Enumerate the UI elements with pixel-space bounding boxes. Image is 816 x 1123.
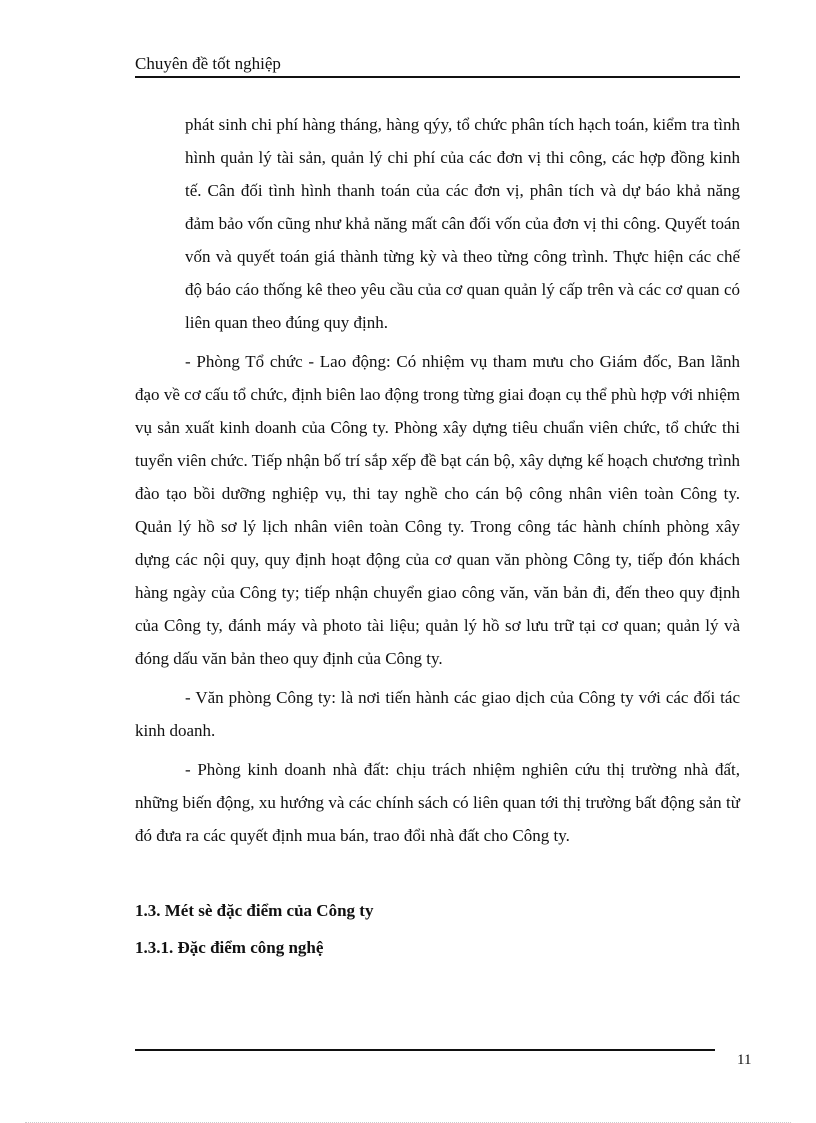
subsection-heading: 1.3.1. Đặc điểm công nghệ: [135, 938, 324, 957]
paragraph-real-estate-department: - Phòng kinh doanh nhà đất: chịu trách nhiệm nghiên cứu thị trường nhà đất, những biến động, xu hướng và các chính sách có liên quan tới thị trường bất động sản từ đó đưa ra các quyết định mua bán, trao đổi nhà đất cho Công ty.: [135, 760, 740, 845]
body-text: [135, 108, 740, 858]
footer-rule: [135, 1049, 715, 1051]
page-number: 11: [737, 1052, 752, 1068]
paragraph-continuation: phát sinh chi phí hàng tháng, hàng qýy, tổ chức phân tích hạch toán, kiểm tra tình hình quản lý tài sản, quản lý chi phí của các đơn vị thi công, các hợp đồng kinh tế. Cân đối tình hình thanh toán của các đơn vị, phân tích và dự báo khả năng đảm bảo vốn cũng như khả năng mất cân đối vốn của đơn vị thi công. Quyết toán vốn và quyết toán giá thành từng kỳ và theo từng công trình. Thực hiện các chế độ báo cáo thống kê theo yêu cầu của cơ quan quản lý cấp trên và các cơ quan có liên quan theo đúng quy định.: [185, 115, 740, 332]
header-rule: [135, 76, 740, 78]
running-header-title: Chuyên đề tốt nghiệp: [135, 54, 281, 73]
section-heading: 1.3. Mét sè đặc điểm của Công ty: [135, 901, 374, 920]
paragraph-hr-department: - Phòng Tổ chức - Lao động: Có nhiệm vụ tham mưu cho Giám đốc, Ban lãnh đạo về cơ cấu tổ chức, định biên lao động trong từng giai đoạn cụ thể phù hợp với nhiệm vụ sản xuất kinh doanh của Công ty. Phòng xây dựng tiêu chuẩn viên chức, tổ chức thi tuyển viên chức. Tiếp nhận bố trí sắp xếp đề bạt cán bộ, xây dựng kế hoạch chương trình đào tạo bồi dưỡng nghiệp vụ, thi tay nghề cho cán bộ công nhân viên toàn Công ty. Quản lý hồ sơ lý lịch nhân viên toàn Công ty. Trong công tác hành chính phòng xây dựng các nội quy, quy định hoạt động của cơ quan văn phòng Công ty, tiếp đón khách hàng ngày của Công ty; tiếp nhận chuyển giao công văn, văn bản đi, đến theo quy định của Công ty, đánh máy và photo tài liệu; quản lý hồ sơ lưu trữ tại cơ quan; quản lý và đóng dấu văn bản theo quy định của Công ty.: [135, 352, 740, 668]
paragraph-company-office: - Văn phòng Công ty: là nơi tiến hành các giao dịch của Công ty với các đối tác kinh doanh.: [135, 688, 740, 740]
